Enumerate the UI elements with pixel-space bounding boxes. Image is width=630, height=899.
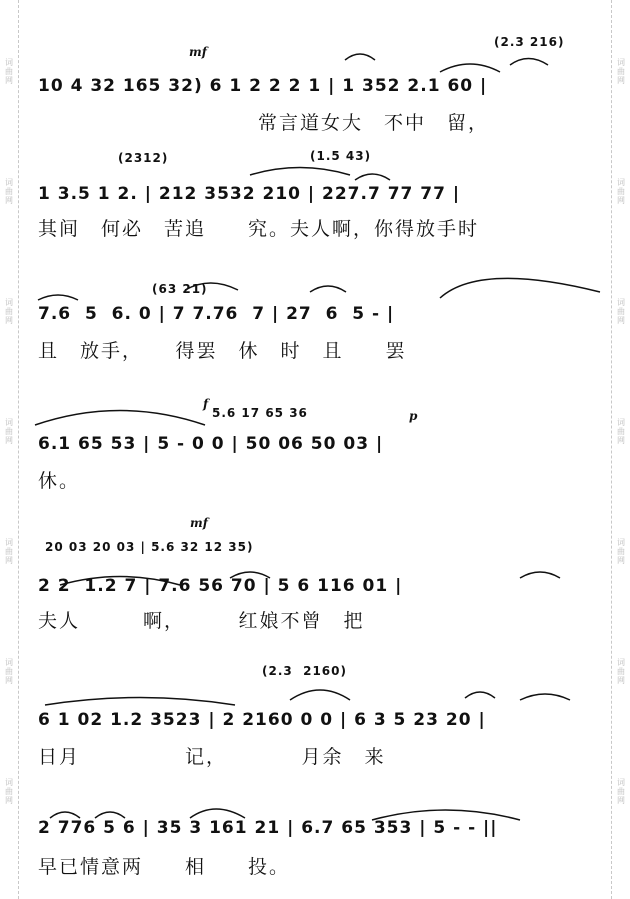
lyrics-row7: 早已情意两 相 投。	[38, 856, 291, 878]
notation-row6: 6 1 02 1.2 3523 | 2 2160 0 0 | 6 3 5 23 20 |	[38, 710, 486, 730]
annotation-row3: (63 21)	[152, 282, 208, 296]
annotation-row5: 20 03 20 03 | 5.6 32 12 35)	[45, 540, 254, 554]
notation-row3: 7.6 5 6. 0 | 7 7.76 7 | 27 6 5 - |	[38, 304, 395, 324]
notation-row2: 1 3.5 1 2. | 212 3532 210 | 227.7 77 77 |	[38, 184, 461, 204]
lyrics-row2: 其间 何必 苦追 究。夫人啊，你得放手时	[38, 218, 480, 240]
lyrics-row1: 常言道女大 不中 留，	[258, 112, 490, 134]
lyrics-row5: 夫人 啊， 红娘不曾 把	[38, 610, 365, 632]
dynamic-mark-f: f	[203, 397, 209, 411]
dynamic-mark-mf-2: mf	[190, 516, 208, 530]
dynamic-mark-mf: mf	[189, 45, 207, 59]
lyrics-row6: 日月 记， 月余 来	[38, 746, 386, 768]
annotation-row2b: (1.5 43)	[310, 149, 372, 163]
watermark-right: 词 曲 网 词 曲 网 词 曲 网 词 曲 网 词 曲 网 词 曲 网 词 曲 网	[611, 0, 630, 899]
annotation-row6: (2.3 2160)	[262, 664, 347, 678]
dynamic-mark-p: p	[409, 409, 418, 423]
notation-row5: 2 2 1.2 7 | 7.6 56 70 | 5 6 116 01 |	[38, 576, 403, 596]
notation-row1: 10 4 32 165 32) 6 1 2 2 2 1 | 1 352 2.1 60 |	[38, 76, 488, 96]
annotation-row2a: (2312)	[118, 151, 169, 165]
notation-row4: 6.1 65 53 | 5 - 0 0 | 50 06 50 03 |	[38, 434, 384, 454]
annotation-row4: 5.6 17 65 36	[212, 406, 308, 420]
lyrics-row4: 休。	[38, 470, 81, 492]
watermark-left: 词 曲 网 词 曲 网 词 曲 网 词 曲 网 词 曲 网 词 曲 网 词 曲 网	[0, 0, 19, 899]
notation-row7: 2 776 5 6 | 35 3 161 21 | 6.7 65 353 | 5 - - ||	[38, 818, 498, 838]
lyrics-row3: 且 放手， 得罢 休 时 且 罢	[38, 340, 407, 362]
annotation-row1: (2.3 216)	[494, 35, 565, 49]
